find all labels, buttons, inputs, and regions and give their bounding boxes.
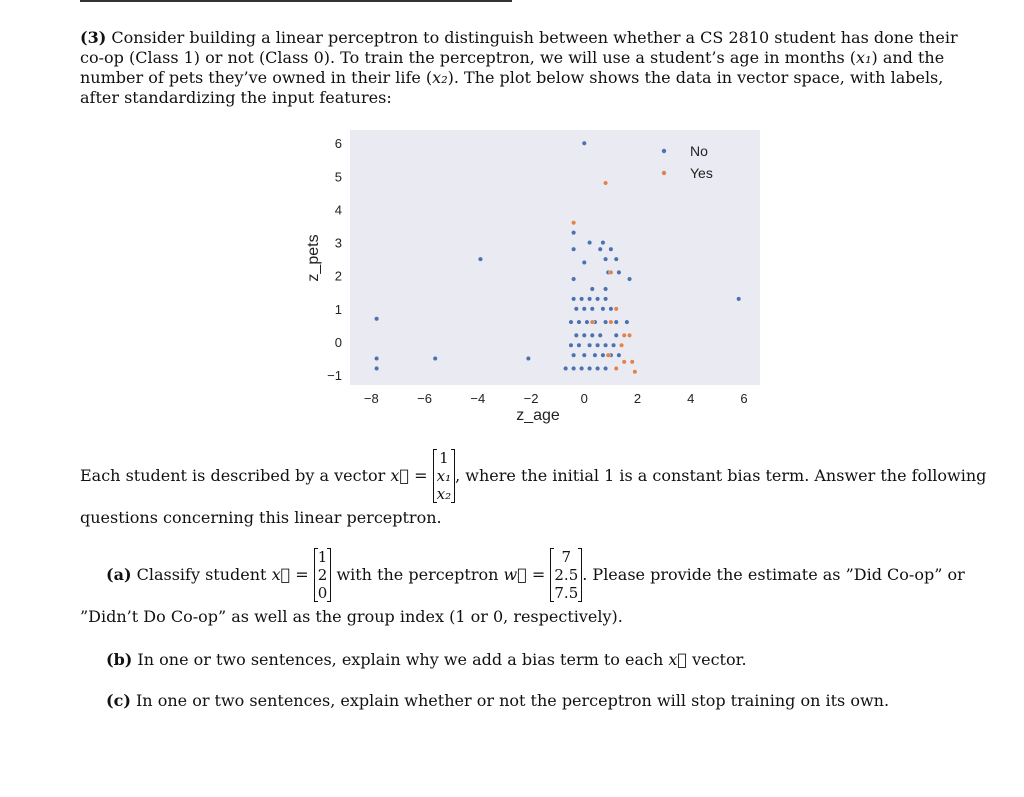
- data-point-no: [614, 333, 619, 338]
- data-point-no: [611, 343, 616, 348]
- x1-symbol: x₁: [856, 48, 872, 67]
- y-tick-label: 5: [334, 169, 342, 185]
- bias-vec-entry: x₁: [436, 467, 452, 485]
- vector-description: [80, 446, 986, 506]
- data-point-yes: [571, 220, 576, 225]
- top-rule: [80, 0, 512, 2]
- data-point-no: [577, 320, 582, 325]
- data-point-no: [579, 297, 584, 302]
- data-point-no: [587, 240, 592, 245]
- x-tick-label: −6: [417, 391, 432, 406]
- x2-symbol: x₂: [432, 68, 448, 87]
- student-vec-entry: 0: [317, 584, 328, 602]
- data-point-no: [598, 333, 603, 338]
- data-point-no: [571, 230, 576, 235]
- x-vector-symbol: x⃗ =: [271, 565, 309, 584]
- y-tick-label: 4: [334, 202, 342, 218]
- bias-vec-entry: x₂: [436, 485, 452, 503]
- data-point-no: [736, 297, 741, 302]
- data-point-no: [579, 366, 584, 371]
- data-point-no: [582, 353, 587, 358]
- data-point-no: [582, 141, 587, 146]
- data-point-no: [601, 353, 606, 358]
- student-vec-entry: 1: [317, 548, 328, 566]
- data-point-no: [374, 356, 379, 361]
- data-point-no: [582, 333, 587, 338]
- data-point-yes: [630, 360, 635, 365]
- weight-vector: [550, 548, 582, 602]
- data-point-no: [617, 353, 622, 358]
- data-point-yes: [606, 353, 611, 358]
- data-point-no: [526, 356, 531, 361]
- data-point-no: [571, 247, 576, 252]
- questions-line: questions concerning this linear perceptron.: [80, 508, 442, 527]
- legend-yes-label: Yes: [690, 165, 713, 181]
- part-b-after: vector.: [692, 650, 747, 669]
- y-tick-label: 2: [334, 268, 342, 284]
- data-point-no: [603, 297, 608, 302]
- data-point-no: [374, 366, 379, 371]
- data-point-no: [625, 320, 630, 325]
- data-point-no: [374, 316, 379, 321]
- data-point-yes: [619, 343, 624, 348]
- legend-no-marker: [662, 149, 666, 153]
- w-vector-symbol: w⃗ =: [503, 565, 546, 584]
- data-point-yes: [614, 366, 619, 371]
- x-vector-symbol: x⃗: [668, 650, 687, 669]
- data-point-no: [478, 257, 483, 262]
- student-vector: [314, 548, 332, 602]
- y-axis-label: z_pets: [305, 234, 322, 282]
- data-point-yes: [633, 369, 638, 374]
- weight-vec-entry: 7: [561, 548, 572, 566]
- data-point-yes: [609, 270, 614, 275]
- x-tick-label: 6: [740, 391, 748, 406]
- y-tick-label: 0: [334, 334, 342, 350]
- intro-text-2: ) and the number of pets they’ve owned in their life (: [80, 48, 945, 87]
- part-b: [106, 650, 747, 670]
- data-point-no: [574, 307, 579, 312]
- weight-vec-entry: 2.5: [554, 566, 579, 584]
- data-point-no: [590, 287, 595, 292]
- data-point-no: [582, 307, 587, 312]
- data-point-no: [582, 260, 587, 265]
- data-point-no: [433, 356, 438, 361]
- x-axis-label: z_age: [516, 407, 560, 424]
- x-tick-label: −4: [470, 391, 486, 406]
- x-tick-label: 0: [580, 391, 588, 406]
- question-number: (3): [80, 28, 107, 47]
- x-tick-labels: [364, 391, 748, 406]
- part-c-label: (c): [106, 691, 131, 710]
- legend-no-label: No: [690, 143, 708, 159]
- data-point-yes: [622, 333, 627, 338]
- question-intro: [80, 28, 960, 108]
- data-point-no: [571, 297, 576, 302]
- data-point-no: [614, 320, 619, 325]
- y-tick-labels: [327, 136, 342, 383]
- bias-term-text: , where the initial 1 is a constant bias term. Answer the following: [455, 466, 987, 485]
- data-point-no: [609, 247, 614, 252]
- data-point-no: [601, 307, 606, 312]
- y-tick-label: 3: [334, 235, 342, 251]
- data-point-no: [609, 307, 614, 312]
- part-c-text: In one or two sentences, explain whether or not the perceptron will stop training on its own.: [135, 691, 890, 710]
- part-c: [106, 691, 889, 711]
- y-tick-label: 1: [334, 301, 342, 317]
- data-point-no: [571, 277, 576, 282]
- student-vec-entry: 2: [317, 566, 328, 584]
- data-point-no: [603, 287, 608, 292]
- legend-yes-marker: [662, 171, 666, 175]
- bias-vector: [433, 449, 455, 503]
- part-a-line2: ”Didn’t Do Co-op” as well as the group index (1 or 0, respectively).: [80, 607, 623, 626]
- data-point-no: [571, 353, 576, 358]
- y-tick-label: −1: [327, 368, 342, 384]
- x-tick-label: 2: [633, 391, 642, 406]
- each-student-text: Each student is described by a vector: [80, 466, 386, 485]
- data-point-no: [590, 307, 595, 312]
- part-a-text: Classify student: [136, 565, 267, 584]
- data-point-no: [587, 343, 592, 348]
- data-point-no: [603, 320, 608, 325]
- data-point-yes: [627, 333, 632, 338]
- data-point-no: [595, 297, 600, 302]
- data-point-no: [598, 247, 603, 252]
- data-point-no: [627, 277, 632, 282]
- intro-text-3: ). The plot below shows the data in vector space, with labels, after standardizing the input features:: [80, 68, 944, 107]
- data-point-no: [595, 366, 600, 371]
- data-point-no: [569, 320, 574, 325]
- part-b-label: (b): [106, 650, 133, 669]
- x-vector-symbol: x⃗ =: [390, 466, 428, 485]
- part-a-with: with the perceptron: [336, 565, 499, 584]
- x-tick-label: −2: [523, 391, 539, 406]
- data-point-no: [593, 353, 598, 358]
- data-point-no: [603, 343, 608, 348]
- data-point-yes: [622, 360, 627, 365]
- data-point-no: [574, 333, 579, 338]
- data-point-yes: [609, 320, 614, 325]
- scatter-chart: [288, 128, 768, 428]
- x-tick-label: −8: [363, 391, 379, 406]
- part-a-label: (a): [106, 565, 132, 584]
- data-point-yes: [603, 181, 608, 186]
- part-a: [106, 545, 965, 605]
- data-point-no: [614, 257, 619, 262]
- data-point-no: [587, 366, 592, 371]
- data-point-no: [601, 240, 606, 245]
- part-b-text: In one or two sentences, explain why we add a bias term to each: [137, 650, 664, 669]
- data-point-no: [571, 366, 576, 371]
- weight-vec-entry: 7.5: [554, 584, 579, 602]
- data-point-no: [617, 270, 622, 275]
- data-point-no: [587, 297, 592, 302]
- data-point-yes: [590, 320, 595, 325]
- intro-text-1: Consider building a linear perceptron to distinguish between whether a CS 2810 student has done their co-op (Class 1) or not (Class 0). To train the perceptron, we will use a student’s age in months (: [80, 28, 958, 67]
- data-point-no: [603, 257, 608, 262]
- part-a-after: . Please provide the estimate as ”Did Co-op” or: [582, 565, 965, 584]
- x-tick-label: 4: [687, 391, 695, 406]
- bias-vec-entry: 1: [439, 449, 449, 467]
- data-point-no: [595, 343, 600, 348]
- data-point-no: [577, 343, 582, 348]
- y-tick-label: 6: [334, 136, 342, 152]
- data-point-no: [603, 366, 608, 371]
- data-point-no: [569, 343, 574, 348]
- data-point-no: [563, 366, 568, 371]
- data-point-yes: [614, 307, 619, 312]
- data-point-no: [590, 333, 595, 338]
- data-point-no: [585, 320, 590, 325]
